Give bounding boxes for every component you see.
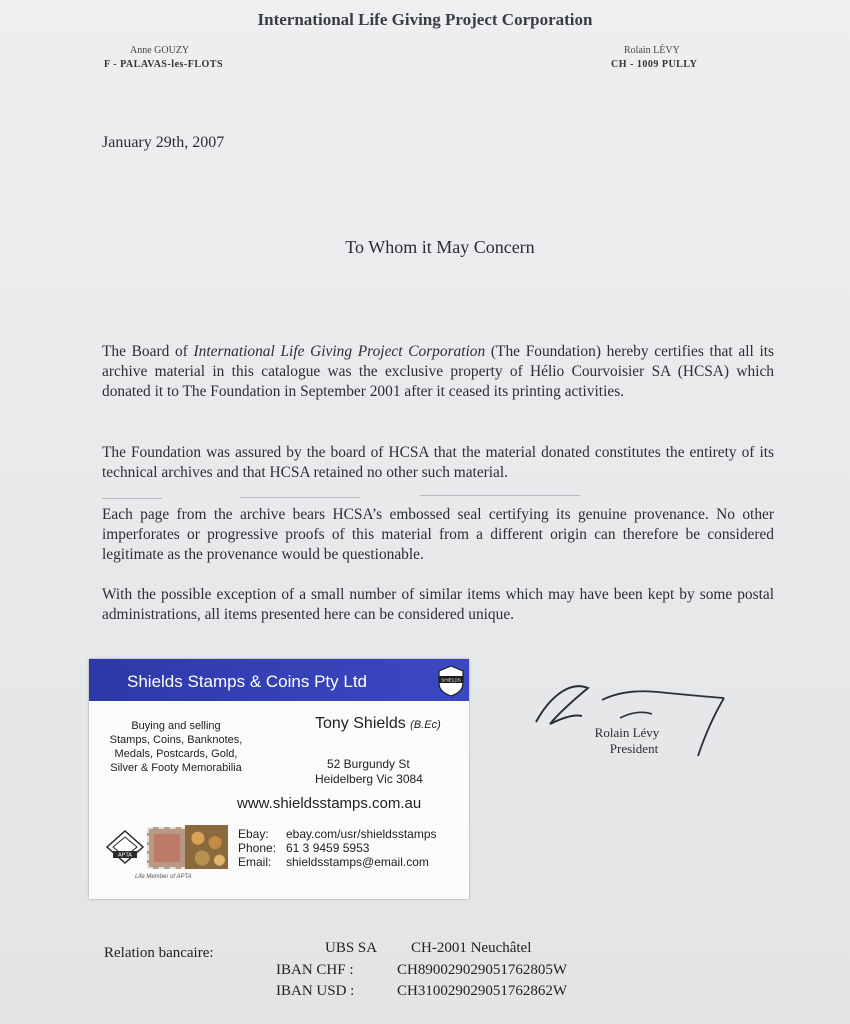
ebay-link[interactable]: ebay.com/usr/shieldsstamps xyxy=(286,827,437,841)
card-company-name: Shields Stamps & Coins Pty Ltd xyxy=(127,672,368,691)
iban-usd-label: IBAN USD : xyxy=(276,983,355,999)
phone-number: 61 3 9459 5953 xyxy=(286,841,370,855)
iban-chf-value: CH890029029051762805W xyxy=(397,962,567,978)
letterhead-right-name: Rolain LÉVY xyxy=(624,45,680,56)
faint-rule xyxy=(240,497,360,498)
bank-label: Relation bancaire: xyxy=(104,945,214,961)
card-services: Buying and selling Stamps, Coins, Banknotes, Medals, Postcards, Gold, Silver & Footy Memorabilia xyxy=(109,720,243,774)
paragraph-3: Each page from the archive bears HCSA’s embossed seal certifying its genuine provenance. No other imperforates or progressive proofs of this material from a different origin can therefore be considered legitimate as the provenance would be questionable. xyxy=(102,506,774,563)
email-link[interactable]: shieldsstamps@email.com xyxy=(286,855,429,869)
iban-chf-label: IBAN CHF : xyxy=(276,962,354,978)
card-website[interactable]: www.shieldsstamps.com.au xyxy=(237,795,422,812)
organization-title: International Life Giving Project Corporation xyxy=(257,10,593,29)
signatory-title: President xyxy=(609,741,659,756)
card-header-band xyxy=(89,659,469,701)
business-card xyxy=(89,659,469,899)
apta-badge-text: APTA xyxy=(118,852,132,859)
signatory-name: Rolain Lévy xyxy=(594,725,660,740)
card-address: 52 Burgundy St Heidelberg Vic 3084 xyxy=(315,757,423,786)
letterhead-right-place: CH - 1009 PULLY xyxy=(611,59,698,70)
coins-image xyxy=(185,825,228,869)
paragraph-2: The Foundation was assured by the board of HCSA that the material donated constitutes the entirety of its technical archives and that HCSA retained no other such material. xyxy=(102,444,774,481)
letter-date: January 29th, 2007 xyxy=(102,134,225,151)
faint-rule xyxy=(102,498,162,499)
bank-city: CH-2001 Neuchâtel xyxy=(411,940,532,956)
member-caption: Life Member of APTA xyxy=(135,874,192,880)
faint-rule xyxy=(420,495,580,496)
iban-usd-value: CH310029029051762862W xyxy=(397,983,567,999)
shield-logo-icon xyxy=(437,665,465,697)
letterhead-left-name: Anne GOUZY xyxy=(130,45,190,56)
stamp-image xyxy=(147,827,187,869)
salutation: To Whom it May Concern xyxy=(345,237,535,257)
paragraph-4: With the possible exception of a small number of similar items which may have been kept by some postal administrations, all items presented here can be considered unique. xyxy=(102,586,774,623)
card-contacts: Ebay: ebay.com/usr/shieldsstamps Phone: 61 3 9459 5953 Email: shieldsstamps@email.com xyxy=(238,827,437,869)
bank-name: UBS SA xyxy=(325,940,378,956)
card-person: Tony Shields (B.Ec) xyxy=(315,715,441,732)
apta-badge-icon xyxy=(105,829,145,865)
paragraph-1: The Board of International Life Giving Project Corporation (The Foundation) hereby certifies that all its archive material in this catalogue was the exclusive property of Hélio Courvoisier SA (HCSA) which donated it to The Foundation in September 2001 after it ceased its printing activities. xyxy=(102,343,775,400)
logo-lettering: SHIELDS xyxy=(441,677,461,683)
letterhead-left-place: F - PALAVAS-les-FLOTS xyxy=(104,59,224,70)
foundation-name: International Life Giving Project Corporation xyxy=(193,343,486,360)
